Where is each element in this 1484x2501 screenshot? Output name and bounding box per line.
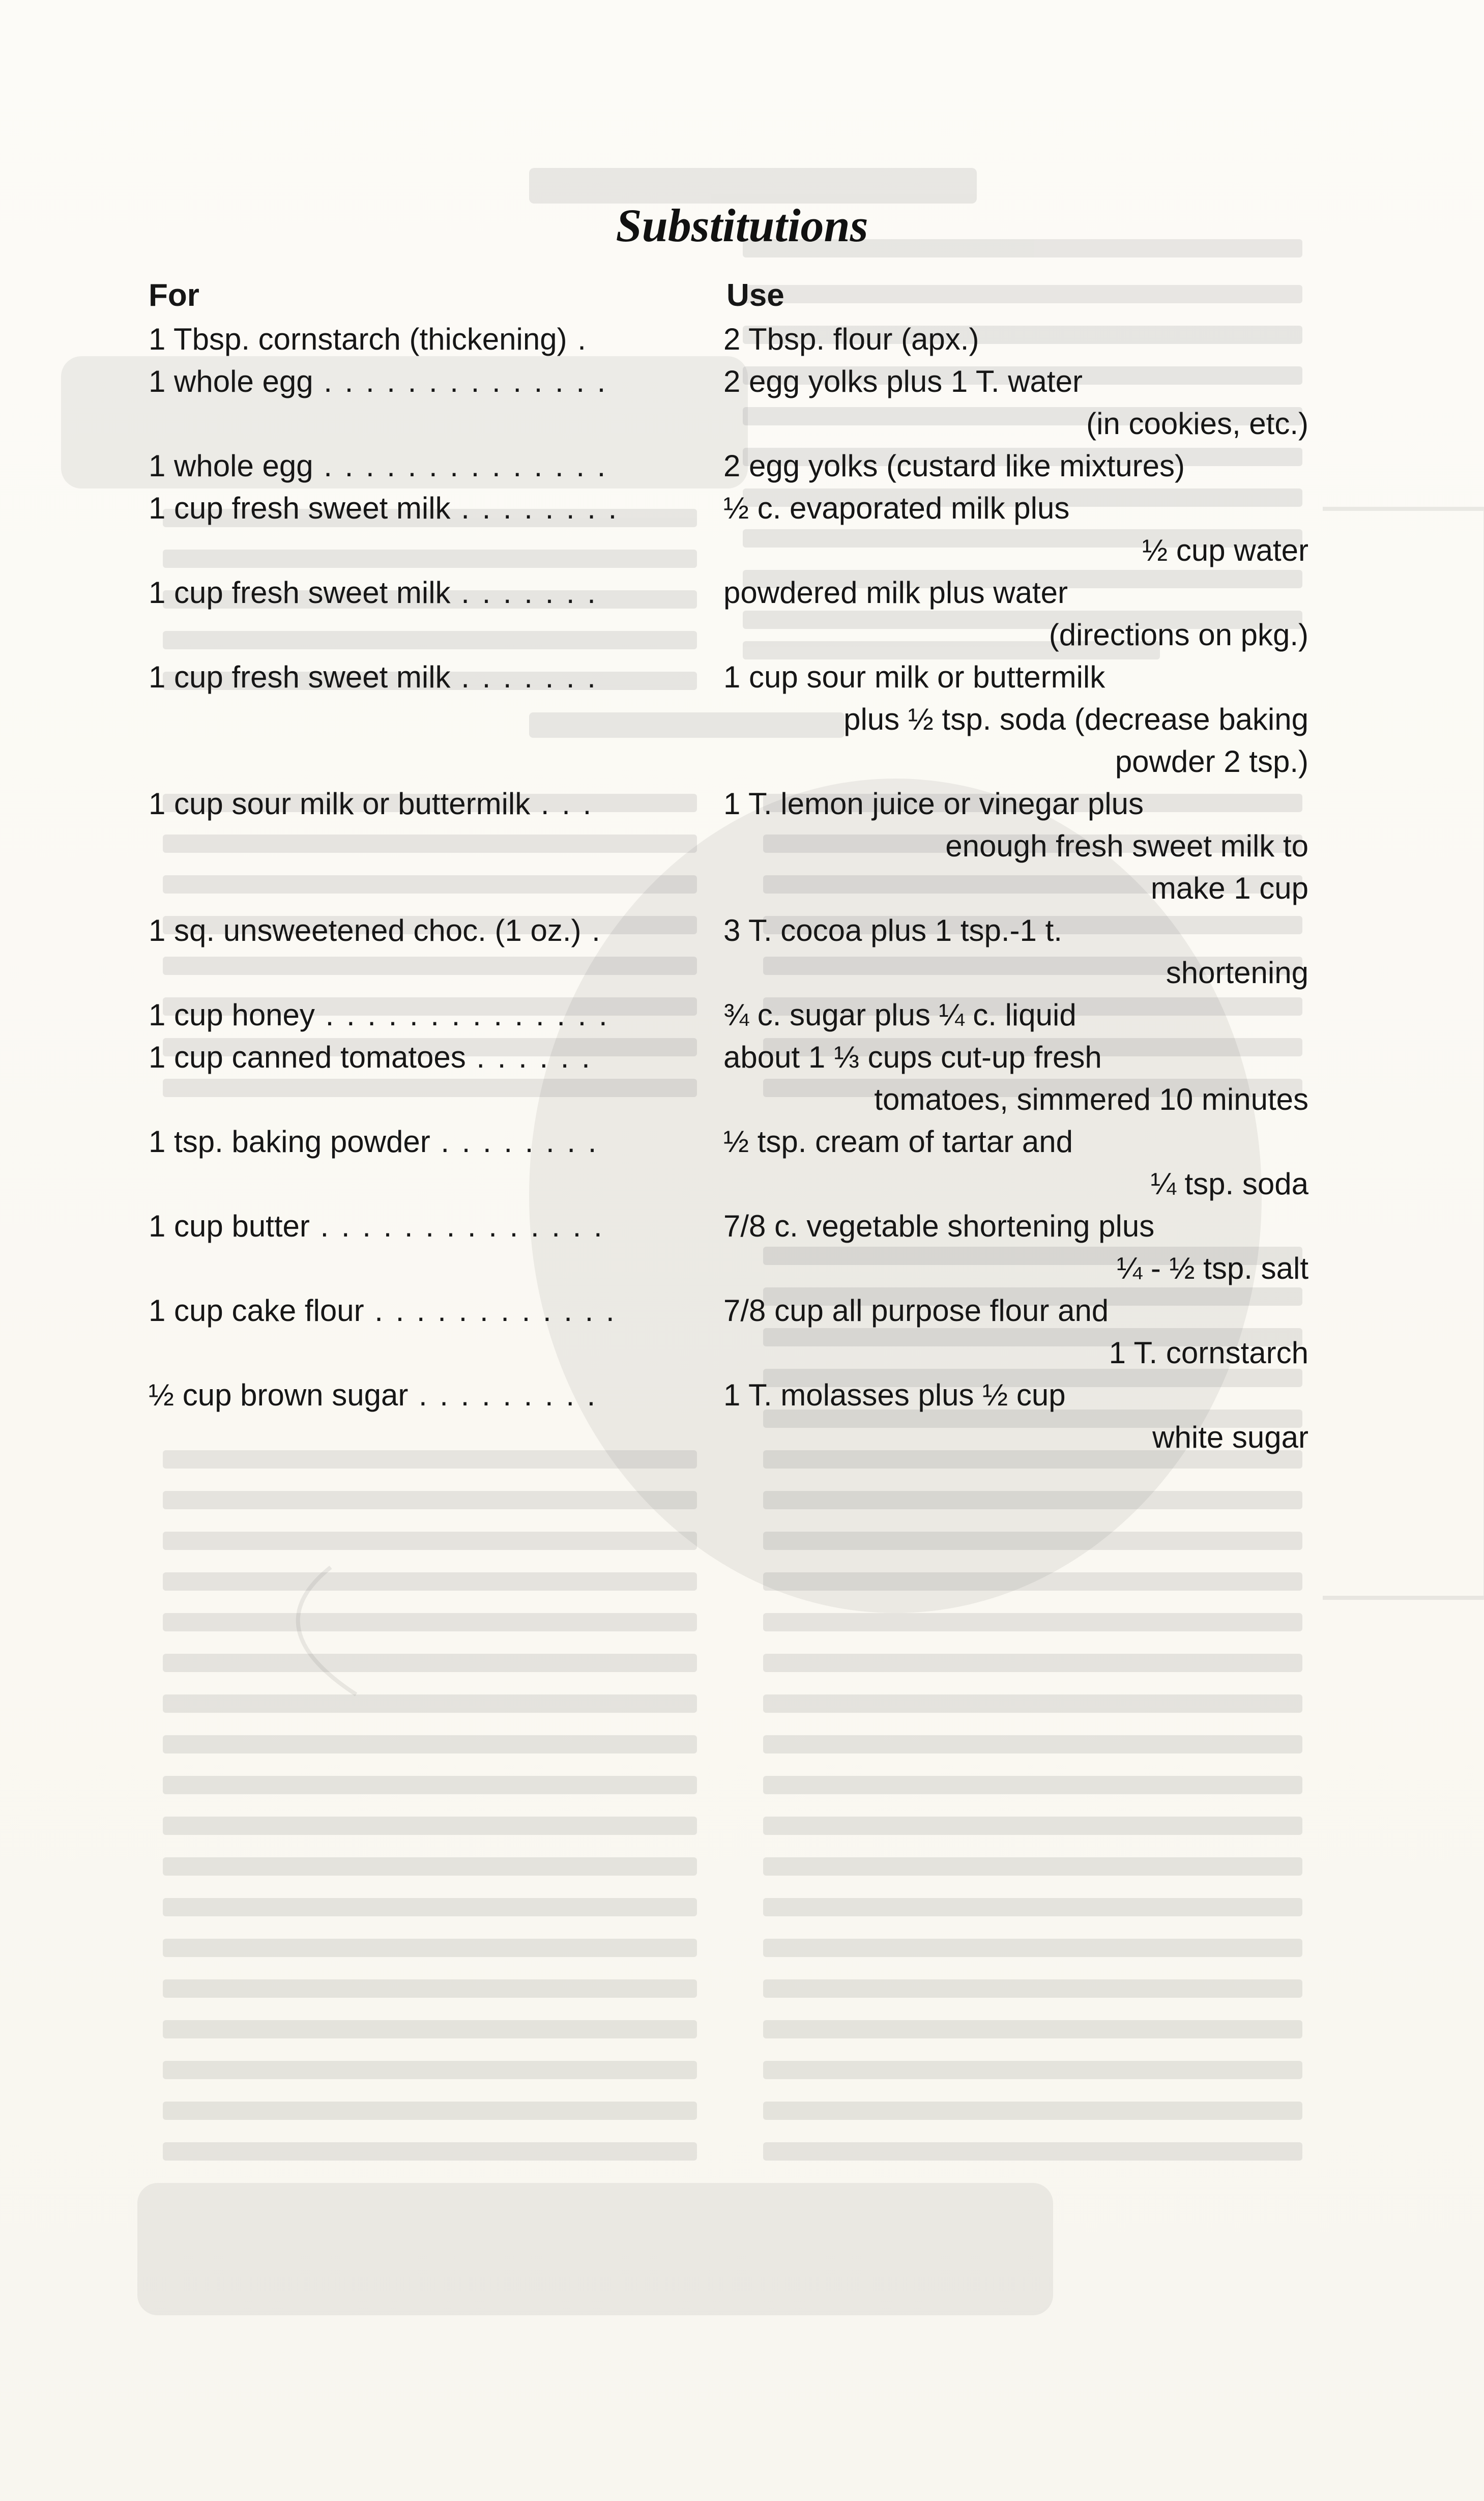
ingredient-for: 1 cup cake flour: [149, 1293, 364, 1328]
list-item: [149, 571, 1308, 656]
substitute-line: 1 T. lemon juice or vinegar plus: [723, 787, 1144, 821]
list-item: [149, 656, 1308, 783]
substitute-line: 1 T. cornstarch: [1109, 1336, 1308, 1370]
column-header-use: Use: [726, 278, 784, 313]
list-item: [149, 360, 1308, 445]
substitute-line: 7/8 c. vegetable shortening plus: [723, 1209, 1155, 1243]
dot-leader: . . . . . . .: [450, 660, 598, 694]
dot-leader: . . .: [530, 787, 594, 821]
dot-leader: .: [567, 322, 588, 356]
dot-leader: . . . . . . . . . . . .: [364, 1293, 617, 1328]
dot-leader: . . . . . . . .: [450, 491, 619, 525]
substitute-line: plus ½ tsp. soda (decrease baking: [843, 702, 1308, 736]
ingredient-for: 1 whole egg: [149, 449, 313, 483]
list-item: [149, 487, 1308, 571]
list-item: [149, 1205, 1308, 1289]
list-item: [149, 783, 1308, 909]
ingredient-for: 1 Tbsp. cornstarch (thickening): [149, 322, 567, 356]
list-item: [149, 318, 1308, 360]
substitute-line: about 1 ⅓ cups cut-up fresh: [723, 1040, 1102, 1074]
list-item: [149, 1374, 1308, 1458]
substitute-line: (in cookies, etc.): [1086, 407, 1308, 441]
substitute-line: ¾ c. sugar plus ¼ c. liquid: [723, 998, 1076, 1032]
ingredient-for: ½ cup brown sugar: [149, 1378, 409, 1412]
substitute-line: ½ cup water: [1142, 533, 1308, 567]
substitute-line: ½ c. evaporated milk plus: [723, 491, 1070, 525]
ingredient-for: 1 cup fresh sweet milk: [149, 660, 451, 694]
ingredient-for: 1 tsp. baking powder: [149, 1125, 430, 1159]
list-item: [149, 445, 1308, 487]
ingredient-for: 1 whole egg: [149, 364, 313, 398]
list-item: [149, 994, 1308, 1036]
dot-leader: . . . . . . . . . . . . . .: [309, 1209, 604, 1243]
list-item: [149, 1289, 1308, 1374]
dot-leader: . . . . . . . . .: [408, 1378, 598, 1412]
column-header-for: For: [149, 278, 199, 313]
substitute-line: 1 T. molasses plus ½ cup: [723, 1378, 1066, 1412]
dot-leader: . . . . . . . . . . . . . .: [313, 449, 608, 483]
substitute-line: tomatoes, simmered 10 minutes: [874, 1082, 1308, 1116]
substitute-line: white sugar: [1152, 1420, 1308, 1454]
ingredient-for: 1 cup sour milk or buttermilk: [149, 787, 531, 821]
list-item: [149, 909, 1308, 994]
ingredient-for: 1 cup fresh sweet milk: [149, 576, 451, 610]
substitute-line: enough fresh sweet milk to: [945, 829, 1308, 863]
substitute-line: 2 Tbsp. flour (apx.): [723, 322, 979, 356]
substitute-line: (directions on pkg.): [1049, 618, 1308, 652]
list-item: [149, 1036, 1308, 1120]
substitute-line: 1 cup sour milk or buttermilk: [723, 660, 1105, 694]
ingredient-for: 1 sq. unsweetened choc. (1 oz.): [149, 913, 581, 947]
substitute-line: powder 2 tsp.): [1115, 744, 1308, 779]
dot-leader: . . . . . . . . . . . . . .: [313, 364, 608, 398]
ingredient-for: 1 cup honey: [149, 998, 315, 1032]
substitution-list: [149, 318, 1308, 1458]
substitute-line: powdered milk plus water: [723, 576, 1068, 610]
substitute-line: ½ tsp. cream of tartar and: [723, 1125, 1073, 1159]
substitute-line: ¼ tsp. soda: [1150, 1167, 1308, 1201]
ingredient-for: 1 cup butter: [149, 1209, 310, 1243]
substitute-line: 7/8 cup all purpose flour and: [723, 1293, 1109, 1328]
dot-leader: . . . . . .: [465, 1040, 592, 1074]
ingredient-for: 1 cup canned tomatoes: [149, 1040, 466, 1074]
substitute-line: make 1 cup: [1150, 871, 1308, 905]
page-title: Substitutions: [616, 199, 868, 251]
ingredient-for: 1 cup fresh sweet milk: [149, 491, 451, 525]
dot-leader: . . . . . . .: [450, 576, 598, 610]
list-item: [149, 1120, 1308, 1205]
dot-leader: . . . . . . . . . . . . . .: [314, 998, 609, 1032]
substitute-line: shortening: [1166, 956, 1308, 990]
substitute-line: 3 T. cocoa plus 1 tsp.-1 t.: [723, 913, 1062, 947]
substitute-line: 2 egg yolks (custard like mixtures): [723, 449, 1185, 483]
dot-leader: .: [581, 913, 602, 947]
dot-leader: . . . . . . . .: [430, 1125, 599, 1159]
substitute-line: 2 egg yolks plus 1 T. water: [723, 364, 1083, 398]
substitute-line: ¼ - ½ tsp. salt: [1117, 1251, 1308, 1285]
